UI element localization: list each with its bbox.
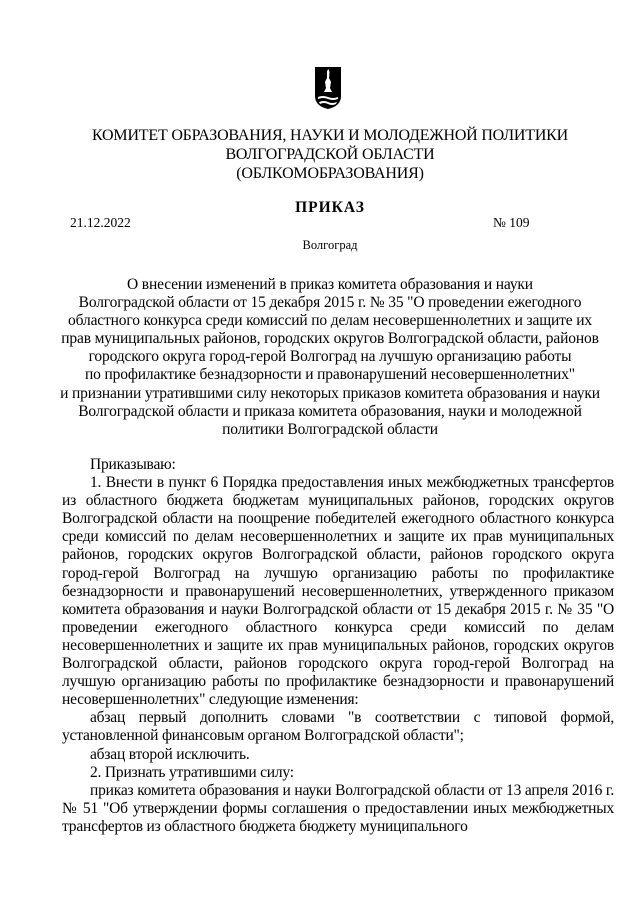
- amendment-paragraph: абзац второй исключить.: [90, 745, 250, 763]
- subject-line: Волгоградской области от 15 декабря 2015 г. № 35 "О проведении ежегодного: [78, 294, 582, 312]
- subject-line: областного конкурса среди комиссий по делам несовершеннолетних и защите их: [68, 312, 592, 330]
- organization-name-line: ВОЛГОГРАДСКОЙ ОБЛАСТИ: [225, 146, 435, 163]
- document-subject: [40, 276, 620, 439]
- document-number: № 109: [493, 215, 530, 230]
- item-1-paragraph: 1. Внести в пункт 6 Порядка предоставления иных межбюджетных трансфертов из областного бюджета бюджетам муниципальных районов, городских округов Волгоградской области на поощрение победителей ежегодного областного конкурса среди комиссий по делам несовершеннолетних и защите их прав муниципальных районов, городских округов Волгоградской области, районов городского округа город-герой Волгоград на лучшую организацию работы по профилактике безнадзорности и правонарушений несовершеннолетних, утвержденного приказом комитета образования и науки Волгоградской области от 15 декабря 2015 г. № 35 "О проведении ежегодного областного конкурса среди комиссий по делам несовершеннолетних и защите их прав муниципальных районов, городских округов Волгоградской области, районов городского округа город-герой Волгоград на лучшую организацию работы по профилактике безнадзорности и правонарушений несовершеннолетних" следующие изменения:: [62, 474, 614, 709]
- document-type-title: ПРИКАЗ: [295, 199, 365, 216]
- volgograd-region-coat-of-arms-icon: [314, 66, 342, 110]
- subject-line: Волгоградской области и приказа комитета образования, науки и молодежной: [78, 402, 582, 420]
- document-body: [62, 456, 614, 836]
- document-date: 21.12.2022: [70, 215, 131, 230]
- organization-abbreviation: (ОБЛКОМОБРАЗОВАНИЯ): [236, 165, 424, 182]
- repealed-order-paragraph: приказ комитета образования и науки Волгоградской области от 13 апреля 2016 г. № 51 "Об утверждении формы соглашения о предоставлении иных межбюджетных трансфертов из областного бюджета бюджету муниципального: [62, 781, 614, 835]
- subject-line: городского округа город-герой Волгоград на лучшую организацию работы: [88, 348, 572, 366]
- amendment-paragraph: абзац первый дополнить словами "в соответствии с типовой формой, установленной финансовым органом Волгоградской области";: [62, 709, 614, 745]
- organization-name: [40, 126, 620, 183]
- subject-line: прав муниципальных районов, городских округов Волгоградской области, районов: [61, 330, 599, 348]
- organization-name-line: КОМИТЕТ ОБРАЗОВАНИЯ, НАУКИ И МОЛОДЕЖНОЙ ПОЛИТИКИ: [91, 127, 569, 144]
- subject-line: политики Волгоградской области: [222, 420, 438, 438]
- document-city: Волгоград: [302, 238, 358, 252]
- subject-line: и признании утратившими силу некоторых приказов комитета образования и науки: [60, 384, 600, 402]
- item-2-paragraph: 2. Признать утратившими силу:: [90, 763, 294, 781]
- subject-line: О внесении изменений в приказ комитета образования и науки: [127, 276, 533, 293]
- order-intro: Приказываю:: [90, 456, 176, 473]
- subject-line: по профилактике безнадзорности и правонарушений несовершеннолетних": [85, 366, 575, 384]
